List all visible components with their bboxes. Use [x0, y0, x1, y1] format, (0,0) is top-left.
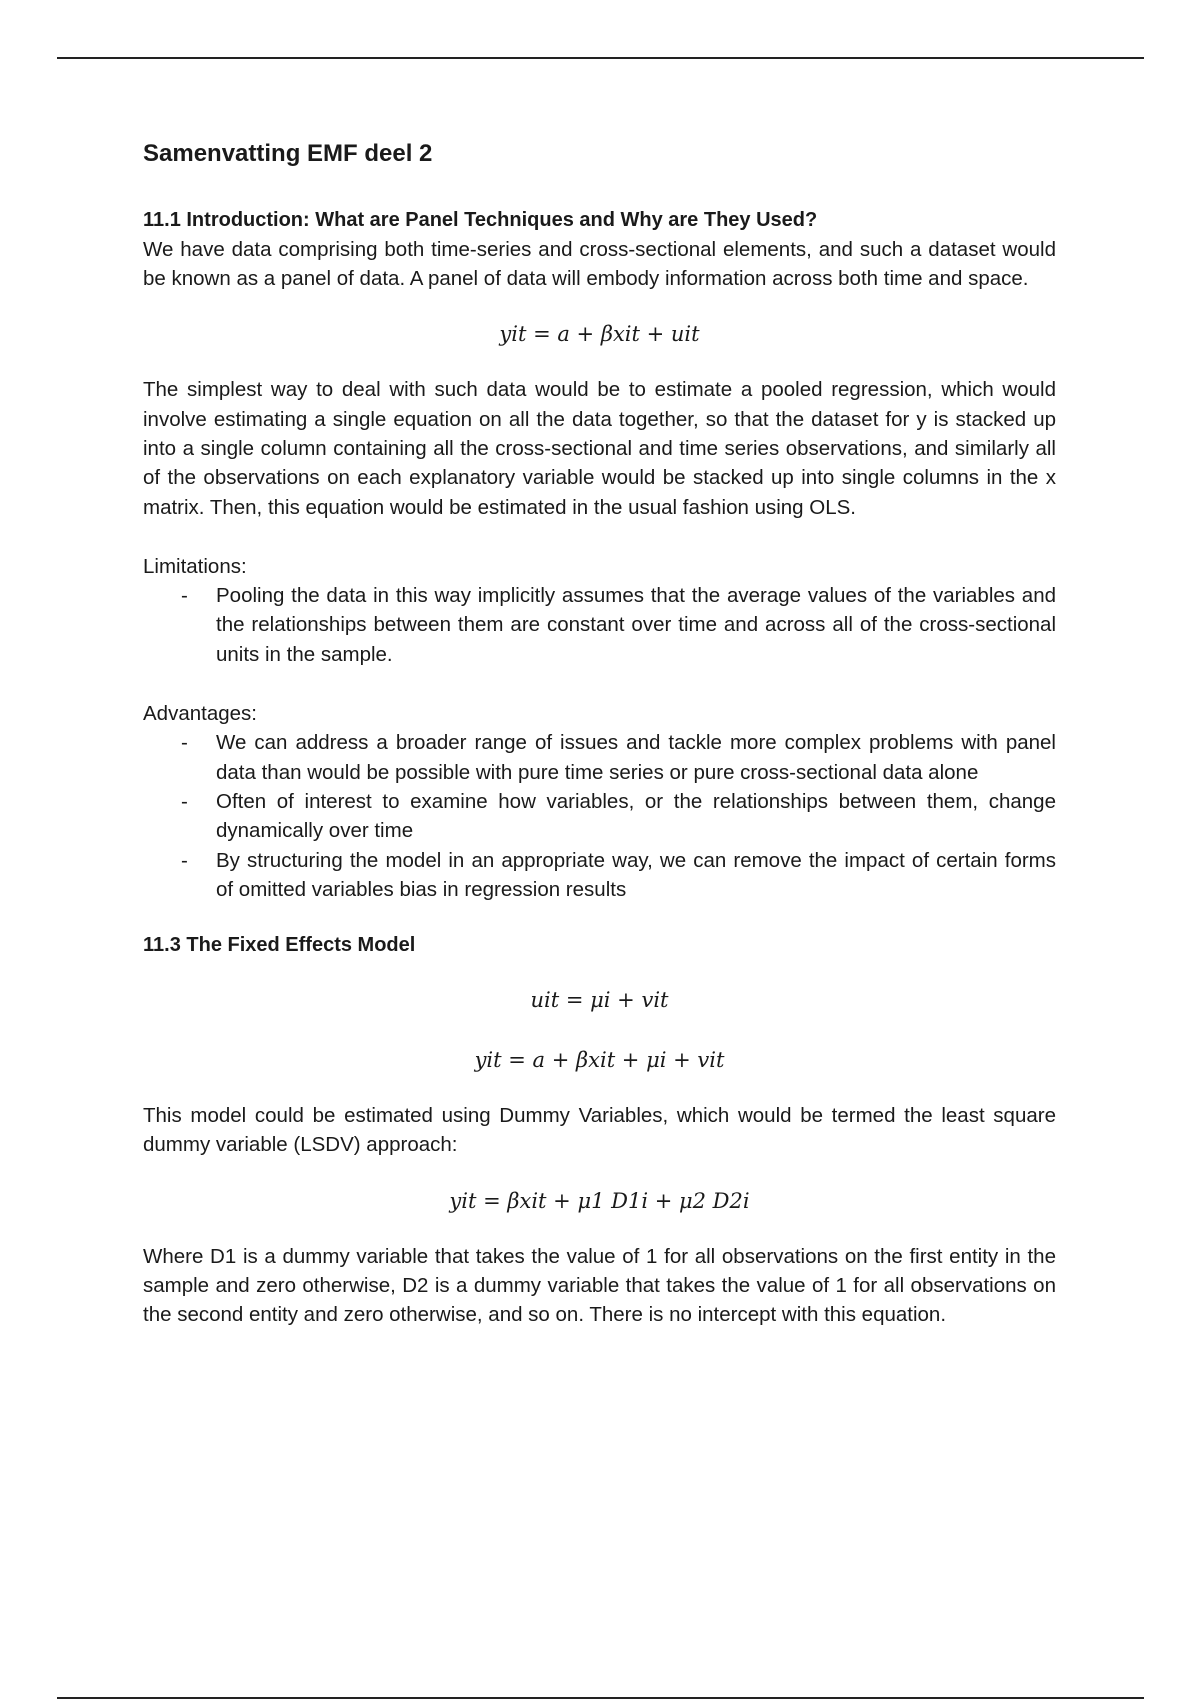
section-heading-introduction: 11.1 Introduction: What are Panel Techniques and Why are They Used?	[143, 208, 818, 231]
lsdv-paragraph: This model could be estimated using Dummy Variables, which would be termed the least square dummy variable (LSDV) approach:	[143, 1104, 1056, 1157]
bullet-dash: -	[181, 731, 188, 755]
document-body	[143, 140, 1056, 1330]
pooled-regression-paragraph: The simplest way to deal with such data would be to estimate a pooled regression, which would involve estimating a single equation on all the data together, so that the dataset for y is stacked up into a single column containing all the cross-sectional and time series observations, and similarly all of the observations on each explanatory variable would be stacked up into single columns in the x matrix. Then, this equation would be estimated in the usual fashion using OLS.	[143, 378, 1056, 519]
advantage-text: We can address a broader range of issues and tackle more complex problems with panel data than would be possible with pure time series or pure cross-sectional data alone	[216, 731, 1056, 784]
list-item	[143, 728, 1056, 787]
bullet-dash: -	[181, 848, 188, 872]
equation-error-decomposition: uit = μi + vit	[530, 988, 669, 1013]
document-title: Samenvatting EMF deel 2	[143, 140, 433, 167]
dummy-explanation-paragraph: Where D1 is a dummy variable that takes the value of 1 for all observations on the first entity in the sample and zero otherwise, D2 is a dummy variable that takes the value of 1 for all observations on the second entity and zero otherwise, and so on. There is no intercept with this equation.	[143, 1244, 1056, 1327]
bottom-rule	[57, 1697, 1144, 1699]
bullet-dash: -	[181, 584, 188, 608]
limitations-label: Limitations:	[143, 554, 247, 578]
list-item	[143, 787, 1056, 846]
advantage-text: By structuring the model in an appropriate way, we can remove the impact of certain forms of omitted variables bias in regression results	[216, 848, 1056, 901]
list-item	[143, 581, 1056, 669]
equation-fixed-effects: yit = a + βxit + μi + vit	[474, 1048, 725, 1073]
limitation-text: Pooling the data in this way implicitly assumes that the average values of the variables and the relationships between them are constant over time and across all of the cross-sectional units in the sample.	[216, 584, 1056, 666]
top-rule	[57, 57, 1144, 59]
intro-paragraph: We have data comprising both time-series and cross-sectional elements, and such a dataset would be known as a panel of data. A panel of data will embody information across both time and space.	[143, 237, 1056, 291]
bullet-dash: -	[181, 789, 188, 813]
equation-lsdv: yit = βxit + μ1 D1i + μ2 D2i	[449, 1188, 750, 1213]
limitations-list	[143, 581, 1056, 669]
list-item	[143, 846, 1056, 905]
advantage-text: Often of interest to examine how variables, or the relationships between them, change dynamically over time	[216, 789, 1056, 843]
equation-pooled: yit = a + βxit + uit	[499, 322, 700, 347]
advantages-label: Advantages:	[143, 702, 257, 726]
advantages-list	[143, 728, 1056, 904]
section-heading-fixed-effects: 11.3 The Fixed Effects Model	[143, 934, 416, 957]
